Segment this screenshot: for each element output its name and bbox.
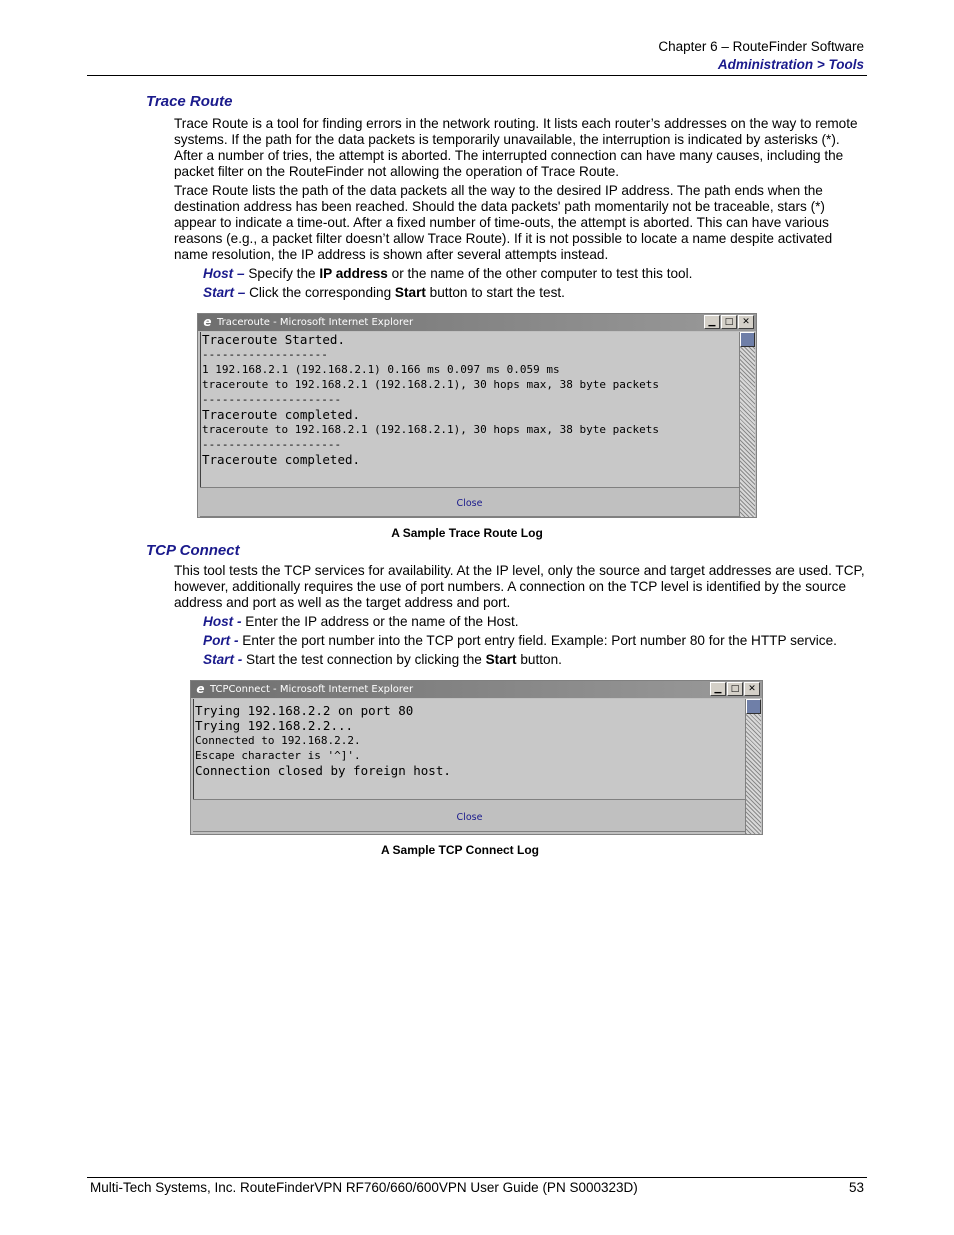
start-text-end: button to start the test. xyxy=(425,285,565,300)
console-line: 1 192.168.2.1 (192.168.2.1) 0.166 ms 0.097 ms 0.059 ms xyxy=(202,363,560,376)
tcp-start-item xyxy=(203,652,562,668)
traceroute-titlebar[interactable] xyxy=(198,314,756,331)
close-icon[interactable]: ✕ xyxy=(738,315,754,329)
trace-route-para-2: Trace Route lists the path of the data packets all the way to the desired IP address. The path ends when the destination address has been reached. Should the data packets' path momentarily not be traceable, stars (*) appear to indicate a time-out. After a fixed number of time-outs, the attempt is aborted. This can have various reasons (e.g., a packet filter doesn’t allow Trace Route). If it is not possible to locate a name despite activated name resolution, the IP address is shown after several attempts instead. xyxy=(174,183,833,262)
tcp-port-text: Enter the port number into the TCP port entry field. Example: Port number 80 for the HTTP service. xyxy=(238,633,837,648)
close-icon[interactable]: ✕ xyxy=(744,682,760,696)
tcp-connect-caption: A Sample TCP Connect Log xyxy=(380,843,539,857)
host-text: Specify the xyxy=(244,266,320,281)
host-bold: IP address xyxy=(319,266,388,281)
console-line: Connection closed by foreign host. xyxy=(195,763,451,778)
tcp-port-item xyxy=(203,633,837,649)
trace-host-item xyxy=(203,266,692,282)
minimize-icon[interactable]: ▁ xyxy=(704,315,720,329)
console-line: Escape character is '^]'. xyxy=(195,749,361,762)
minimize-icon[interactable]: ▁ xyxy=(710,682,726,696)
window-controls xyxy=(709,682,760,697)
console-line: Traceroute completed. xyxy=(202,407,361,422)
tcpconnect-close-button[interactable]: Close xyxy=(456,812,483,823)
console-line: Traceroute completed. xyxy=(202,452,361,467)
footer-text: Multi-Tech Systems, Inc. RouteFinderVPN RF760/660/600VPN User Guide (PN S000323D) xyxy=(90,1180,638,1195)
maximize-icon[interactable]: □ xyxy=(721,315,737,329)
console-line: traceroute to 192.168.2.1 (192.168.2.1), 30 hops max, 38 byte packets xyxy=(202,378,659,391)
host-term: Host – xyxy=(203,266,245,281)
console-line: --------------------- xyxy=(202,438,342,451)
window-controls xyxy=(703,315,754,330)
tcp-host-term: Host - xyxy=(203,614,242,629)
tcp-port-term: Port - xyxy=(203,633,239,648)
traceroute-window-title: Traceroute - Microsoft Internet Explorer xyxy=(217,317,414,328)
tcp-start-bold: Start xyxy=(485,652,517,667)
traceroute-scrollbar[interactable] xyxy=(739,332,755,517)
start-text: Click the corresponding xyxy=(245,285,395,300)
tcp-start-text: Start the test connection by clicking the xyxy=(242,652,486,667)
header-rule xyxy=(87,75,867,76)
tcpconnect-output xyxy=(193,699,748,803)
page-number: 53 xyxy=(848,1180,864,1195)
start-bold: Start xyxy=(394,285,426,300)
console-line: ------------------- xyxy=(202,348,328,361)
scroll-up-icon[interactable] xyxy=(740,332,755,347)
console-line: Connected to 192.168.2.2. xyxy=(195,734,361,747)
tcpconnect-titlebar[interactable] xyxy=(191,681,762,698)
tcp-start-term: Start - xyxy=(203,652,243,667)
traceroute-close-bar xyxy=(200,487,739,517)
console-line: --------------------- xyxy=(202,393,342,406)
trace-route-heading: Trace Route xyxy=(146,93,233,110)
tcp-start-text-end: button. xyxy=(516,652,562,667)
traceroute-close-button[interactable]: Close xyxy=(456,498,483,509)
scroll-up-icon[interactable] xyxy=(746,699,761,714)
tcp-connect-para: This tool tests the TCP services for availability. At the IP level, only the source and target addresses are used. TCP, however, additionally requires the use of port numbers. A connection on the TCP level is identified by the source address and port as well as the target address and port. xyxy=(174,563,865,610)
traceroute-window xyxy=(197,313,757,518)
maximize-icon[interactable]: □ xyxy=(727,682,743,696)
console-line: traceroute to 192.168.2.1 (192.168.2.1), 30 hops max, 38 byte packets xyxy=(202,423,659,436)
tcpconnect-window-title: TCPConnect - Microsoft Internet Explorer xyxy=(210,684,414,695)
tcp-connect-heading: TCP Connect xyxy=(146,542,240,559)
console-line: Trying 192.168.2.2 on port 80 xyxy=(195,703,414,718)
tcpconnect-scrollbar[interactable] xyxy=(745,699,761,834)
traceroute-output xyxy=(200,332,741,487)
section-breadcrumb: Administration > Tools xyxy=(717,57,864,72)
trace-route-para-1: Trace Route is a tool for finding errors in the network routing. It lists each router’s addresses on the way to remote systems. If the path for the data packets is temporarily unavailable, the interruption is indicated by asterisks (*). After a number of tries, the attempt is aborted. The interrupted connection can have many causes, including the packet filter on the RouteFinder not allowing the operation of Trace Route. xyxy=(174,116,858,179)
console-line: Traceroute Started. xyxy=(202,332,345,347)
trace-route-caption: A Sample Trace Route Log xyxy=(391,526,543,540)
footer-rule xyxy=(87,1177,867,1178)
chapter-title: Chapter 6 – RouteFinder Software xyxy=(658,39,864,54)
start-term: Start – xyxy=(203,285,246,300)
ie-icon: e xyxy=(203,315,212,329)
tcp-host-item xyxy=(203,614,519,630)
ie-icon: e xyxy=(196,682,205,696)
console-line: Trying 192.168.2.2... xyxy=(195,718,354,733)
trace-start-item xyxy=(203,285,565,301)
tcp-host-text: Enter the IP address or the name of the Host. xyxy=(241,614,519,629)
host-text-end: or the name of the other computer to test this tool. xyxy=(387,266,693,281)
tcpconnect-window xyxy=(190,680,763,835)
tcpconnect-close-bar xyxy=(193,799,746,832)
